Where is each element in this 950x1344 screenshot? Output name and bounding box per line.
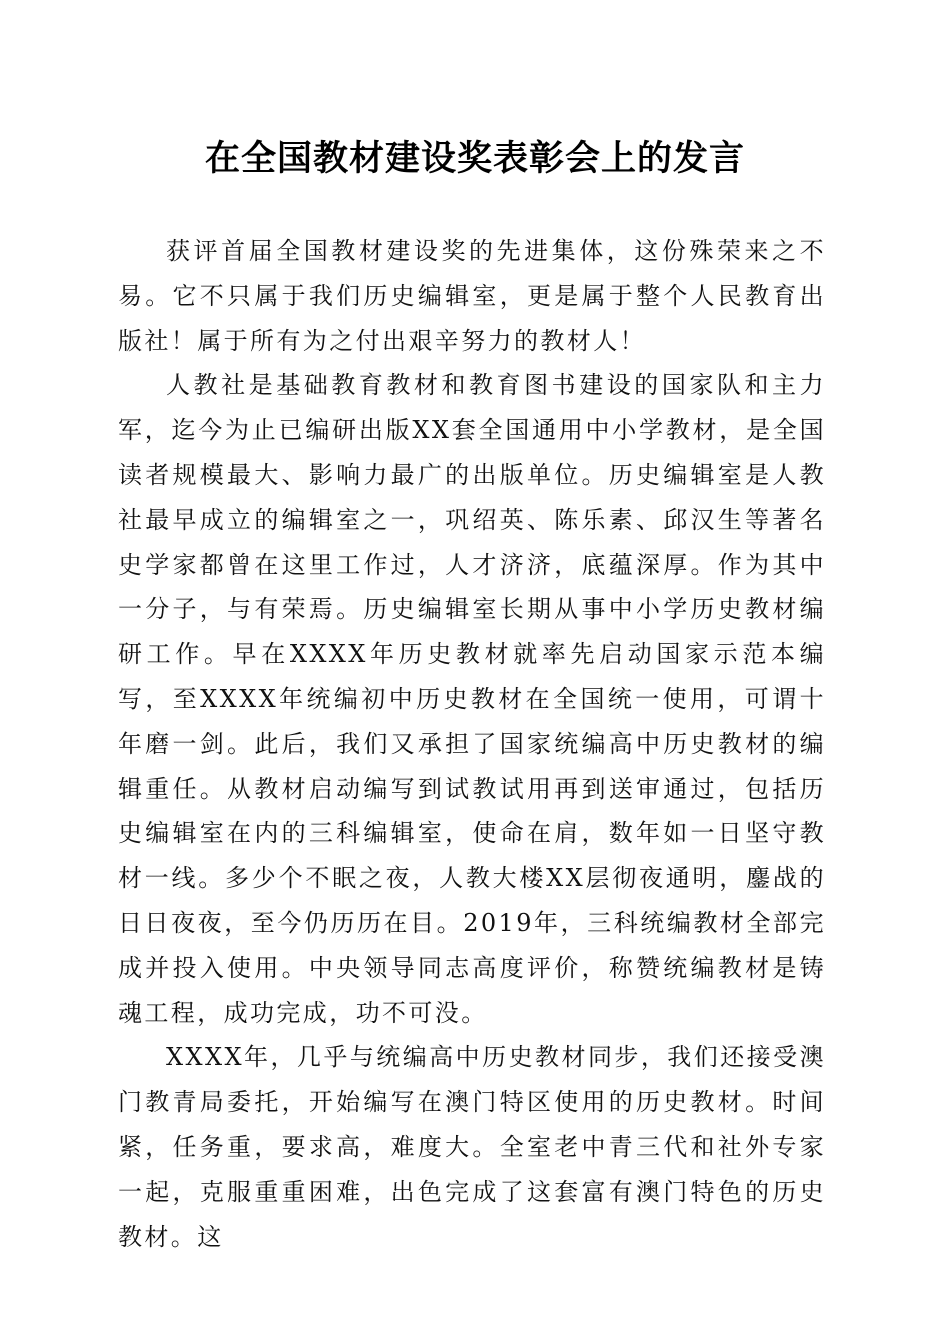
document-body xyxy=(118,229,826,1259)
paragraph: XXXX年，几乎与统编高中历史教材同步，我们还接受澳门教青局委托，开始编写在澳门特区使用的历史教材。时间紧，任务重，要求高，难度大。全室老中青三代和社外专家一起，克服重重困难，出色完成了这套富有澳门特色的历史教材。这 xyxy=(118,1043,826,1251)
paragraph: 人教社是基础教育教材和教育图书建设的国家队和主力军，迄今为止已编研出版XX套全国通用中小学教材，是全国读者规模最大、影响力最广的出版单位。历史编辑室是人教社最早成立的编辑室之一，巩绍英、陈乐素、邱汉生等著名史学家都曾在这里工作过，人才济济，底蕴深厚。作为其中一分子，与有荣焉。历史编辑室长期从事中小学历史教材编研工作。早在XXXX年历史教材就率先启动国家示范本编写，至XXXX年统编初中历史教材在全国统一使用，可谓十年磨一剑。此后，我们又承担了国家统编高中历史教材的编辑重任。从教材启动编写到试教试用再到送审通过，包括历史编辑室在内的三科编辑室，使命在肩，数年如一日坚守教材一线。多少个不眠之夜，人教大楼XX层彻夜通明，鏖战的日日夜夜，至今仍历历在目。2019年，三科统编教材全部完成并投入使用。中央领导同志高度评价，称赞统编教材是铸魂工程，成功完成，功不可没。 xyxy=(118,371,826,1027)
paragraph: 获评首届全国教材建设奖的先进集体，这份殊荣来之不易。它不只属于我们历史编辑室，更是属于整个人民教育出版社！属于所有为之付出艰辛努力的教材人！ xyxy=(118,237,826,355)
document-title: 在全国教材建设奖表彰会上的发言 xyxy=(204,138,745,179)
